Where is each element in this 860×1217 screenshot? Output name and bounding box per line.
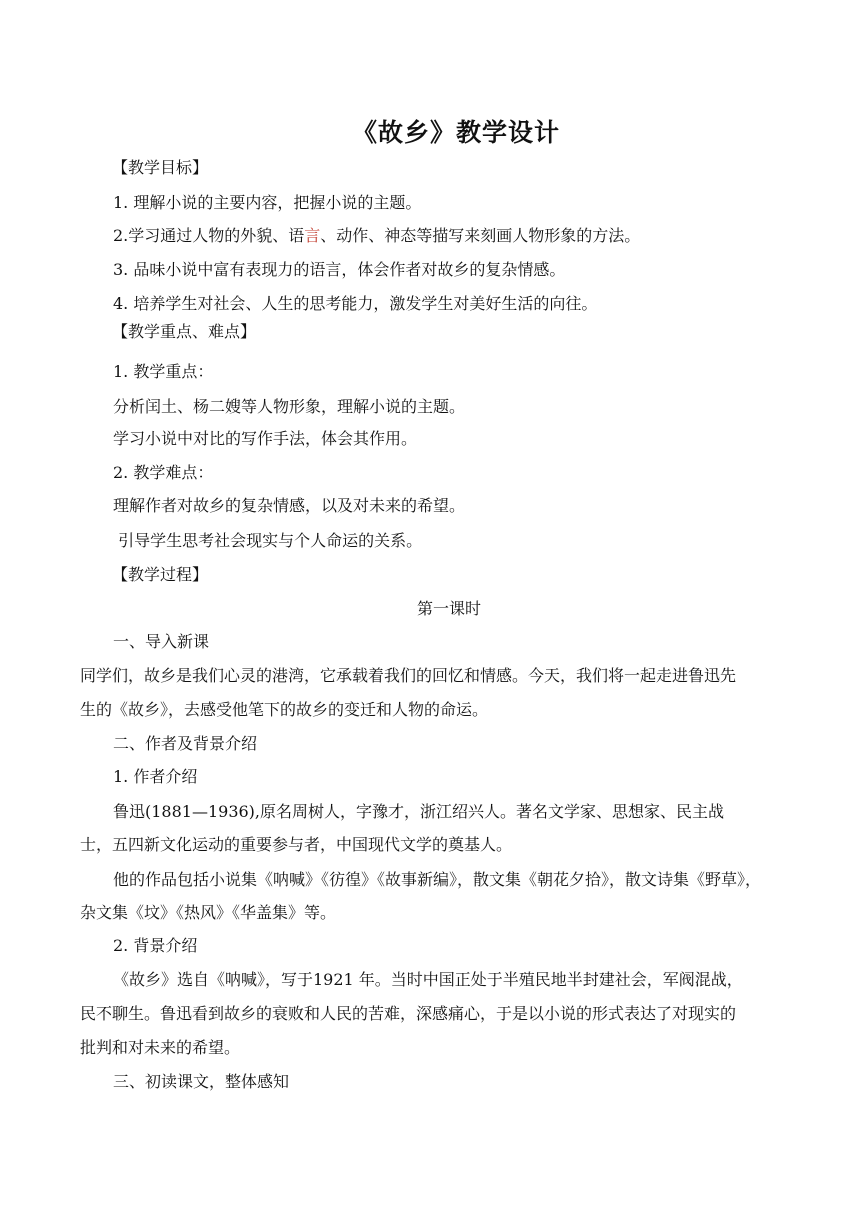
lesson-label: 第一课时: [416, 599, 481, 618]
focus-item-2: 学习小说中对比的写作手法，体会其作用。: [113, 429, 418, 448]
focus-label: 1. 教学重点：: [113, 362, 214, 381]
objective-item-2: [113, 225, 640, 247]
works-line-2: 杂文集《坟》《热风》《华盖集》等。: [80, 903, 337, 922]
objective-item-3: 3. 品味小说中富有表现力的语言，体会作者对故乡的复杂情感。: [113, 260, 566, 279]
section-2-heading: 二、作者及背景介绍: [113, 734, 258, 753]
objective-item-2-text-b: 、动作、神态等描写来刻画人物形象的方法。: [320, 226, 641, 245]
objective-item-2-highlight: 言: [304, 226, 321, 245]
background-line-2: 民不聊生。鲁迅看到故乡的衰败和人民的苦难，深感痛心，于是以小说的形式表达了对现实的: [80, 1004, 737, 1023]
author-line-2: 士，五四新文化运动的重要参与者，中国现代文学的奠基人。: [80, 835, 513, 854]
background-line-3: 批判和对未来的希望。: [80, 1038, 241, 1057]
difficulty-item-2: 引导学生思考社会现实与个人命运的关系。: [113, 531, 423, 550]
background-line-1: 《故乡》选自《呐喊》，写于1921 年。当时中国正处于半殖民地半封建社会，军阀混战，: [113, 970, 743, 989]
objective-item-1: 1. 理解小说的主要内容，把握小说的主题。: [113, 193, 422, 212]
section-1-line-1: 同学们，故乡是我们心灵的港湾，它承载着我们的回忆和情感。今天，我们将一起走进鲁迅先: [80, 666, 737, 685]
objective-item-2-text-a: 2.学习通过人物的外貌、语: [113, 226, 305, 245]
author-label: 1. 作者介绍: [113, 767, 198, 786]
difficulty-label: 2. 教学难点：: [113, 463, 214, 482]
section-3-heading: 三、初读课文，整体感知: [113, 1072, 290, 1091]
author-line-1: 鲁迅(1881—1936),原名周树人，字豫才，浙江绍兴人。著名文学家、思想家、民主战: [113, 802, 725, 821]
objective-item-4: 4. 培养学生对社会、人生的思考能力，激发学生对美好生活的向往。: [113, 294, 598, 313]
process-heading: 【教学过程】: [112, 565, 209, 584]
section-1-line-2: 生的《故乡》，去感受他笔下的故乡的变迁和人物的命运。: [80, 700, 489, 719]
focus-item-1: 分析闰土、杨二嫂等人物形象，理解小说的主题。: [113, 397, 466, 416]
key-points-heading: 【教学重点、难点】: [112, 322, 257, 341]
difficulty-item-1: 理解作者对故乡的复杂情感，以及对未来的希望。: [113, 496, 466, 515]
works-line-1: 他的作品包括小说集《呐喊》《彷徨》《故事新编》，散文集《朝花夕拾》，散文诗集《野草》，: [113, 870, 762, 889]
objectives-heading: 【教学目标】: [112, 158, 209, 177]
background-label: 2. 背景介绍: [113, 936, 198, 955]
document-title: 《故乡》教学设计: [351, 118, 560, 147]
section-1-heading: 一、导入新课: [113, 632, 210, 651]
